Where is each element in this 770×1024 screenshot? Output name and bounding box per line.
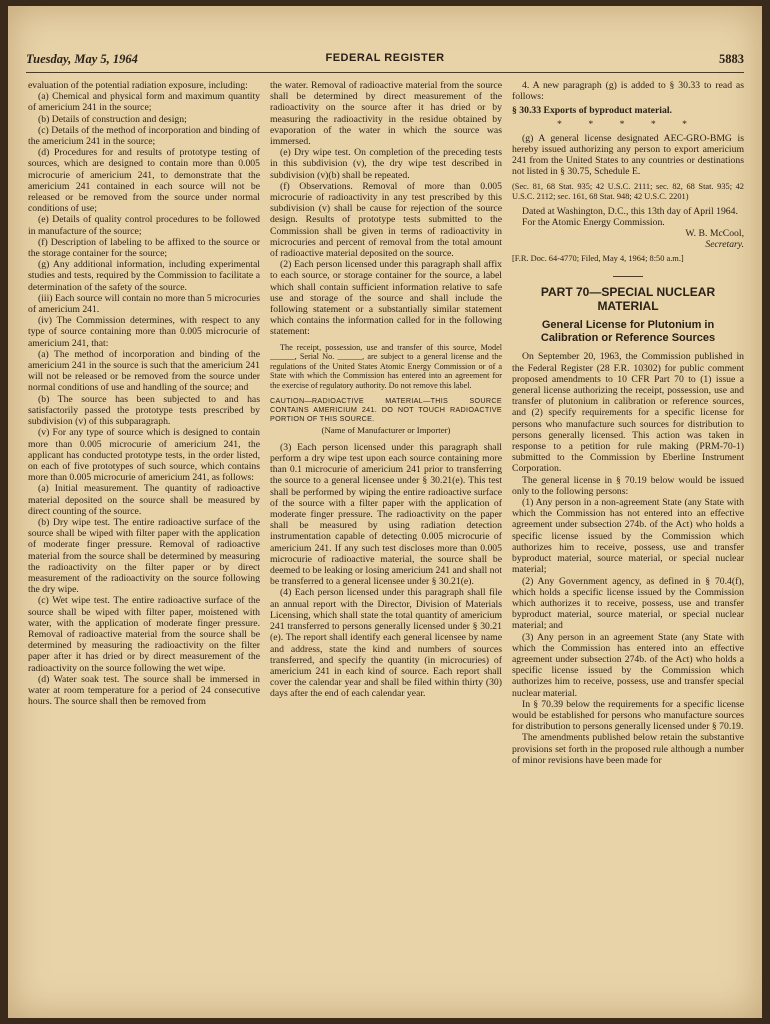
paragraph: (iv) The Commission determines, with respect to any type of source containing more than 0.005 microcurie of americium 241, that: <box>28 315 260 349</box>
heading-rule <box>613 276 643 277</box>
paragraph: (g) Any additional information, including experimental studies and tests, required by the Commission to facilitate a determination of the safety of the source. <box>28 259 260 293</box>
paragraph: * * * * * <box>557 118 699 130</box>
paragraph: For the Atomic Energy Commission. <box>522 216 665 228</box>
paragraph: (e) Details of quality control procedures to be followed in manufacture of the source; <box>28 214 260 237</box>
paragraph: (3) Each person licensed under this paragraph shall perform a dry wipe test upon each source containing more than 0.1 microcurie of americium 241 prior to transferring the source to a general licensee under § 30.21(e). This test shall be performed by wiping the entire radioactive surface of the source with a filter paper with the application of moderate finger pressure. The radioactivity on the paper shall be measured by using radiation detection instrumentation capable of detecting 0.005 microcurie of americium 241. If any such test discloses more than 0.005 microcurie of radioactive material, the source shall be deemed to be leaking or losing americium 241 and shall not be transferred to a general licensee under § 30.21(e). <box>270 441 502 588</box>
paragraph: (4) Each person licensed under this paragraph shall file an annual report with the Director, Division of Materials Licensing, which shall state the total quantity of americium 241 transferred to persons generally licensed under § 30.21 (e). The report shall identify each general licensee by name and address, state the kind and numbers of sources transferred, and specify the quantity (in microcuries) of americium 241 in each kind of source. Each report shall cover the calendar year and shall be filed within thirty (30) days after the end of each calendar year. <box>270 587 502 700</box>
paragraph: (c) Wet wipe test. The entire radioactive surface of the source shall be wiped with filter paper, moistened with water, with the application of moderate finger pressure. Removal of radioactive material from the source shall be determined by measuring the radioactivity on the filter paper after it has dried or by direct measurement of the radioactivity on the source following the wet wipe. <box>28 595 260 674</box>
paragraph: On September 20, 1963, the Commission published in the Federal Register (28 F.R. 10302) for public comment proposed amendments to 10 CFR Part 70 to (1) issue a general license authorizing the receipt, possession, use and transfer of plutonium in calibration or reference sources, and (2) specify requirements for a specific license for persons who manufacture such sources for distribution to persons generally licensed. This action was taken in response to a petition for rule making (PRM-70-1) submitted to the Commission by Eberline Instrument Corporation. <box>512 351 744 475</box>
paragraph: the water. Removal of radioactive material from the source shall be determined by direct measurement of the radioactivity on the source after it has dried or by measuring the radioactivity in the residue obtained by evaporation of the water in which the source was immersed. <box>270 80 502 148</box>
paragraph: evaluation of the potential radiation exposure, including: <box>28 80 248 91</box>
paragraph: W. B. McCool, <box>685 228 744 240</box>
section-heading: § 30.33 Exports of byproduct material. <box>512 105 672 117</box>
paragraph: (a) The method of incorporation and binding of the americium 241 in the source is such that the americium 241 will not be released or be removed from the source under normal conditions of use and handling of the source; and <box>28 348 260 394</box>
text-column-1 <box>28 80 260 1000</box>
paragraph: The receipt, possession, use and transfer of this source, Model ______, Serial No. ______, are subject to a general license and the regulations of the United States Atomic Energy Commission or of a State with which the Commission has entered into an agreement for the exercise of regulatory authority. Do not remove this label. <box>270 342 502 391</box>
paragraph: Secretary. <box>705 239 744 251</box>
header-rule <box>26 72 744 73</box>
header-date: Tuesday, May 5, 1964 <box>26 52 138 66</box>
paragraph: The general license in § 70.19 below would be issued only to the following persons: <box>512 474 744 497</box>
paragraph: (d) Procedures for and results of prototype testing of sources, which are designed to contain more than 0.005 microcurie of americium 241, to demonstrate that the americium 241 contained in each source will not be released or be removed from the source under normal conditions of use; <box>28 147 260 215</box>
paragraph: (c) Details of the method of incorporation and binding of the americium 241 in the source; <box>28 124 260 148</box>
paragraph: (g) A general license designated AEC-GRO-BMG is hereby issued authorizing any person to export americium 241 from the United States to any countries or destinations not listed in § 30.75, Schedule E. <box>512 132 744 178</box>
paragraph: (Sec. 81, 68 Stat. 935; 42 U.S.C. 2111; sec. 82, 68 Stat. 935; 42 U.S.C. 2112; sec. 161, 68 Stat. 948; 42 U.S.C. 2201) <box>512 181 744 201</box>
part-heading <box>512 276 744 313</box>
paragraph: The amendments published below retain the substantive provisions set forth in the proposed rule although a number of minor revisions have been made for <box>512 732 744 766</box>
paragraph: (1) Any person in a non-agreement State (any State with which the Commission has not entered into an effective agreement under subsection 274b. of the Act) who holds a specific license issued by the Commission which authorizes him to receive, possess, use and transfer byproduct material, source material, or special nuclear material; <box>512 497 744 576</box>
paragraph: (Name of Manufacturer or Importer) <box>321 424 451 435</box>
subheading: General License for Plutonium in Calibration or Reference Sources <box>540 319 716 345</box>
header-title: FEDERAL REGISTER <box>325 52 445 64</box>
header-page-number: 5883 <box>719 52 744 66</box>
paragraph: (b) The source has been subjected to and has satisfactorily passed the prototype tests prescribed by subdivision (v) of this subparagraph. <box>28 393 260 428</box>
document-page <box>8 6 762 1018</box>
text-column-2 <box>270 80 502 1000</box>
paragraph: [F.R. Doc. 64-4770; Filed, May 4, 1964; 8:50 a.m.] <box>512 254 684 264</box>
page-header <box>26 52 744 74</box>
paragraph: (e) Dry wipe test. On completion of the preceding tests in this subdivision (v), the dry wipe test described in subdivision (v)(b) shall be repeated. <box>270 147 502 181</box>
paragraph: In § 70.39 below the requirements for a specific license would be established for persons who manufacture sources for distribution to persons generally licensed under § 70.19. <box>512 698 744 733</box>
paragraph: 4. A new paragraph (g) is added to § 30.33 to read as follows: <box>512 80 744 103</box>
paragraph: (2) Any Government agency, as defined in § 70.4(f), which holds a specific license issued by the Commission which authorizes it to receive, possess, use and transfer byproduct material, source material, or special nuclear material; and <box>512 575 744 632</box>
paragraph: (3) Any person in an agreement State (any State with which the Commission has entered into an effective agreement under subsection 274b. of the Act) who holds a specific license issued by the Commission which authorizes him to receive, possess, use and transfer special nuclear material. <box>512 631 744 699</box>
paragraph: (f) Observations. Removal of more than 0.005 microcurie of radioactivity in any test prescribed by this subdivision (v) shall be cause for rejection of the source design. Results of prototype tests submitted to the Commission shall be given in terms of radioactivity in microcuries and percent of removal from the total amount of radioactive material deposited on the source. <box>270 180 502 260</box>
paragraph: (iii) Each source will contain no more than 5 microcuries of americium 241. <box>28 292 260 316</box>
part-heading-text: PART 70—SPECIAL NUCLEAR MATERIAL <box>540 285 716 314</box>
text-column-3 <box>512 80 744 1000</box>
paragraph: CAUTION—RADIOACTIVE MATERIAL—THIS SOURCE CONTAINS AMERICIUM 241. DO NOT TOUCH RADIOACTIVE PORTION OF THIS SOURCE. <box>270 395 502 423</box>
paragraph: (2) Each person licensed under this paragraph shall affix to each source, or storage container for the source, a label which shall contain sufficient information relative to safe use and storage of the source and shall include the following statement or a substantially similar statement which contains the information called for in the following statement: <box>270 259 502 338</box>
paragraph: (b) Dry wipe test. The entire radioactive surface of the source shall be wiped with filter paper with the application of moderate finger pressure. Removal of radioactive material from the source shall be determined by measuring the radioactivity on the filter paper or by direct measurement of the radioactivity on the source following the dry wipe. <box>28 516 260 596</box>
paragraph: Dated at Washington, D.C., this 13th day of April 1964. <box>522 205 738 217</box>
paragraph: (v) For any type of source which is designed to contain more than 0.005 microcurie of americium 241, the applicant has conducted prototype tests, in the order listed, on each of five prototypes of such source, which contains more than 0.005 microcurie of americium 241, as follows: <box>28 427 260 484</box>
paragraph: (d) Water soak test. The source shall be immersed in water at room temperature for a period of 24 consecutive hours. The source shall then be removed from <box>28 673 260 708</box>
paragraph: (a) Initial measurement. The quantity of radioactive material deposited on the source shall be measured by direct counting of the source. <box>28 483 260 517</box>
paragraph: (b) Details of construction and design; <box>38 113 187 125</box>
paragraph: (f) Description of labeling to be affixed to the source or the storage container for the source; <box>28 236 260 260</box>
paragraph: (a) Chemical and physical form and maximum quantity of americium 241 in the source; <box>28 91 260 114</box>
